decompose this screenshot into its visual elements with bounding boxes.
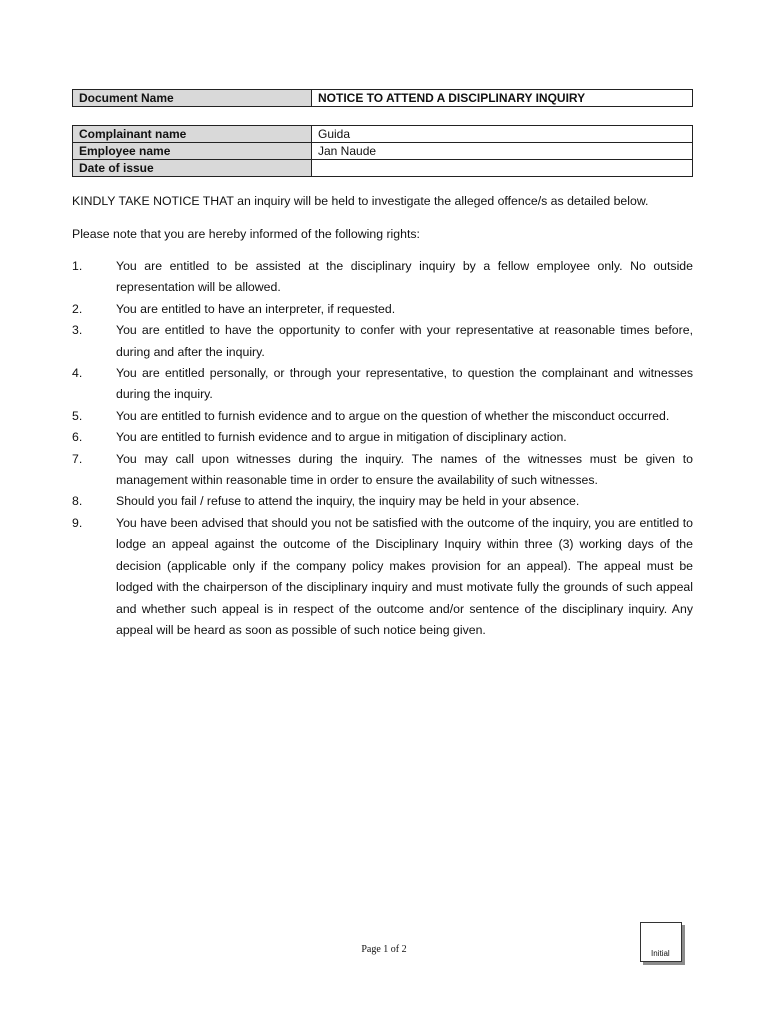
table-row <box>73 160 693 177</box>
rights-intro-paragraph: Please note that you are hereby informed of the following rights: <box>72 227 420 241</box>
list-item-text: You are entitled personally, or through your representative, to question the complainant and witnesses during the inquiry. <box>116 366 693 402</box>
initial-box <box>640 922 682 962</box>
list-item <box>72 363 693 406</box>
list-item <box>72 491 693 512</box>
complainant-name-label: Complainant name <box>73 126 312 143</box>
list-item-number: 2. <box>72 301 83 316</box>
list-item-number: 6. <box>72 430 83 445</box>
notice-paragraph: KINDLY TAKE NOTICE THAT an inquiry will be held to investigate the alleged offence/s as detailed below. <box>72 194 649 208</box>
page-number: Page 1 of 2 <box>361 944 407 955</box>
list-item <box>72 299 693 320</box>
list-item-number: 8. <box>72 494 83 509</box>
list-item <box>72 320 693 363</box>
list-item-text: You have been advised that should you not be satisfied with the outcome of the inquiry, you are entitled to lodge an appeal against the outcome of the Disciplinary Inquiry within three (3) working days of the decision (applicable only if the company policy makes provision for an appeal). The appeal must be lodged with the chairperson of the disciplinary inquiry and must motivate fully the grounds of such appeal and whether such appeal is in respect of the outcome and/or sentence of the disciplinary inquiry. Any appeal will be heard as soon as possible of such notice being given. <box>116 515 693 637</box>
list-item-text: You are entitled to be assisted at the disciplinary inquiry by a fellow employee only. No outside representation will be allowed. <box>116 259 693 295</box>
list-item-text: You may call upon witnesses during the inquiry. The names of the witnesses must be given to management within reasonable time in order to ensure the availability of such witnesses. <box>116 451 693 488</box>
table-row <box>73 126 693 143</box>
list-item-number: 9. <box>72 515 83 530</box>
document-name-value: NOTICE TO ATTEND A DISCIPLINARY INQUIRY <box>312 90 693 107</box>
list-item <box>72 256 693 299</box>
rights-list <box>72 256 693 641</box>
list-item-number: 3. <box>72 323 83 338</box>
employee-name-label: Employee name <box>73 143 312 160</box>
table-row <box>73 90 693 107</box>
document-name-label: Document Name <box>73 90 312 107</box>
list-item-text: You are entitled to furnish evidence and to argue on the question of whether the misconduct occurred. <box>116 408 670 423</box>
list-item <box>72 449 693 492</box>
list-item-number: 4. <box>72 366 83 381</box>
complainant-name-value: Guida <box>312 126 693 143</box>
document-name-table <box>72 89 693 107</box>
table-row <box>73 143 693 160</box>
date-of-issue-label: Date of issue <box>73 160 312 177</box>
list-item <box>72 406 693 427</box>
list-item-text: You are entitled to furnish evidence and to argue in mitigation of disciplinary action. <box>116 430 567 445</box>
list-item-text: You are entitled to have the opportunity to confer with your representative at reasonable times before, during and after the inquiry. <box>116 323 693 359</box>
list-item-text: Should you fail / refuse to attend the inquiry, the inquiry may be held in your absence. <box>116 494 580 509</box>
initial-label: Initial <box>651 949 670 958</box>
list-item <box>72 513 693 641</box>
party-details-table <box>72 125 693 177</box>
list-item <box>72 427 693 448</box>
date-of-issue-value <box>312 160 693 177</box>
list-item-number: 1. <box>72 259 83 273</box>
list-item-text: You are entitled to have an interpreter, if requested. <box>116 301 396 316</box>
employee-name-value: Jan Naude <box>312 143 693 160</box>
list-item-number: 7. <box>72 451 83 466</box>
list-item-number: 5. <box>72 408 83 423</box>
